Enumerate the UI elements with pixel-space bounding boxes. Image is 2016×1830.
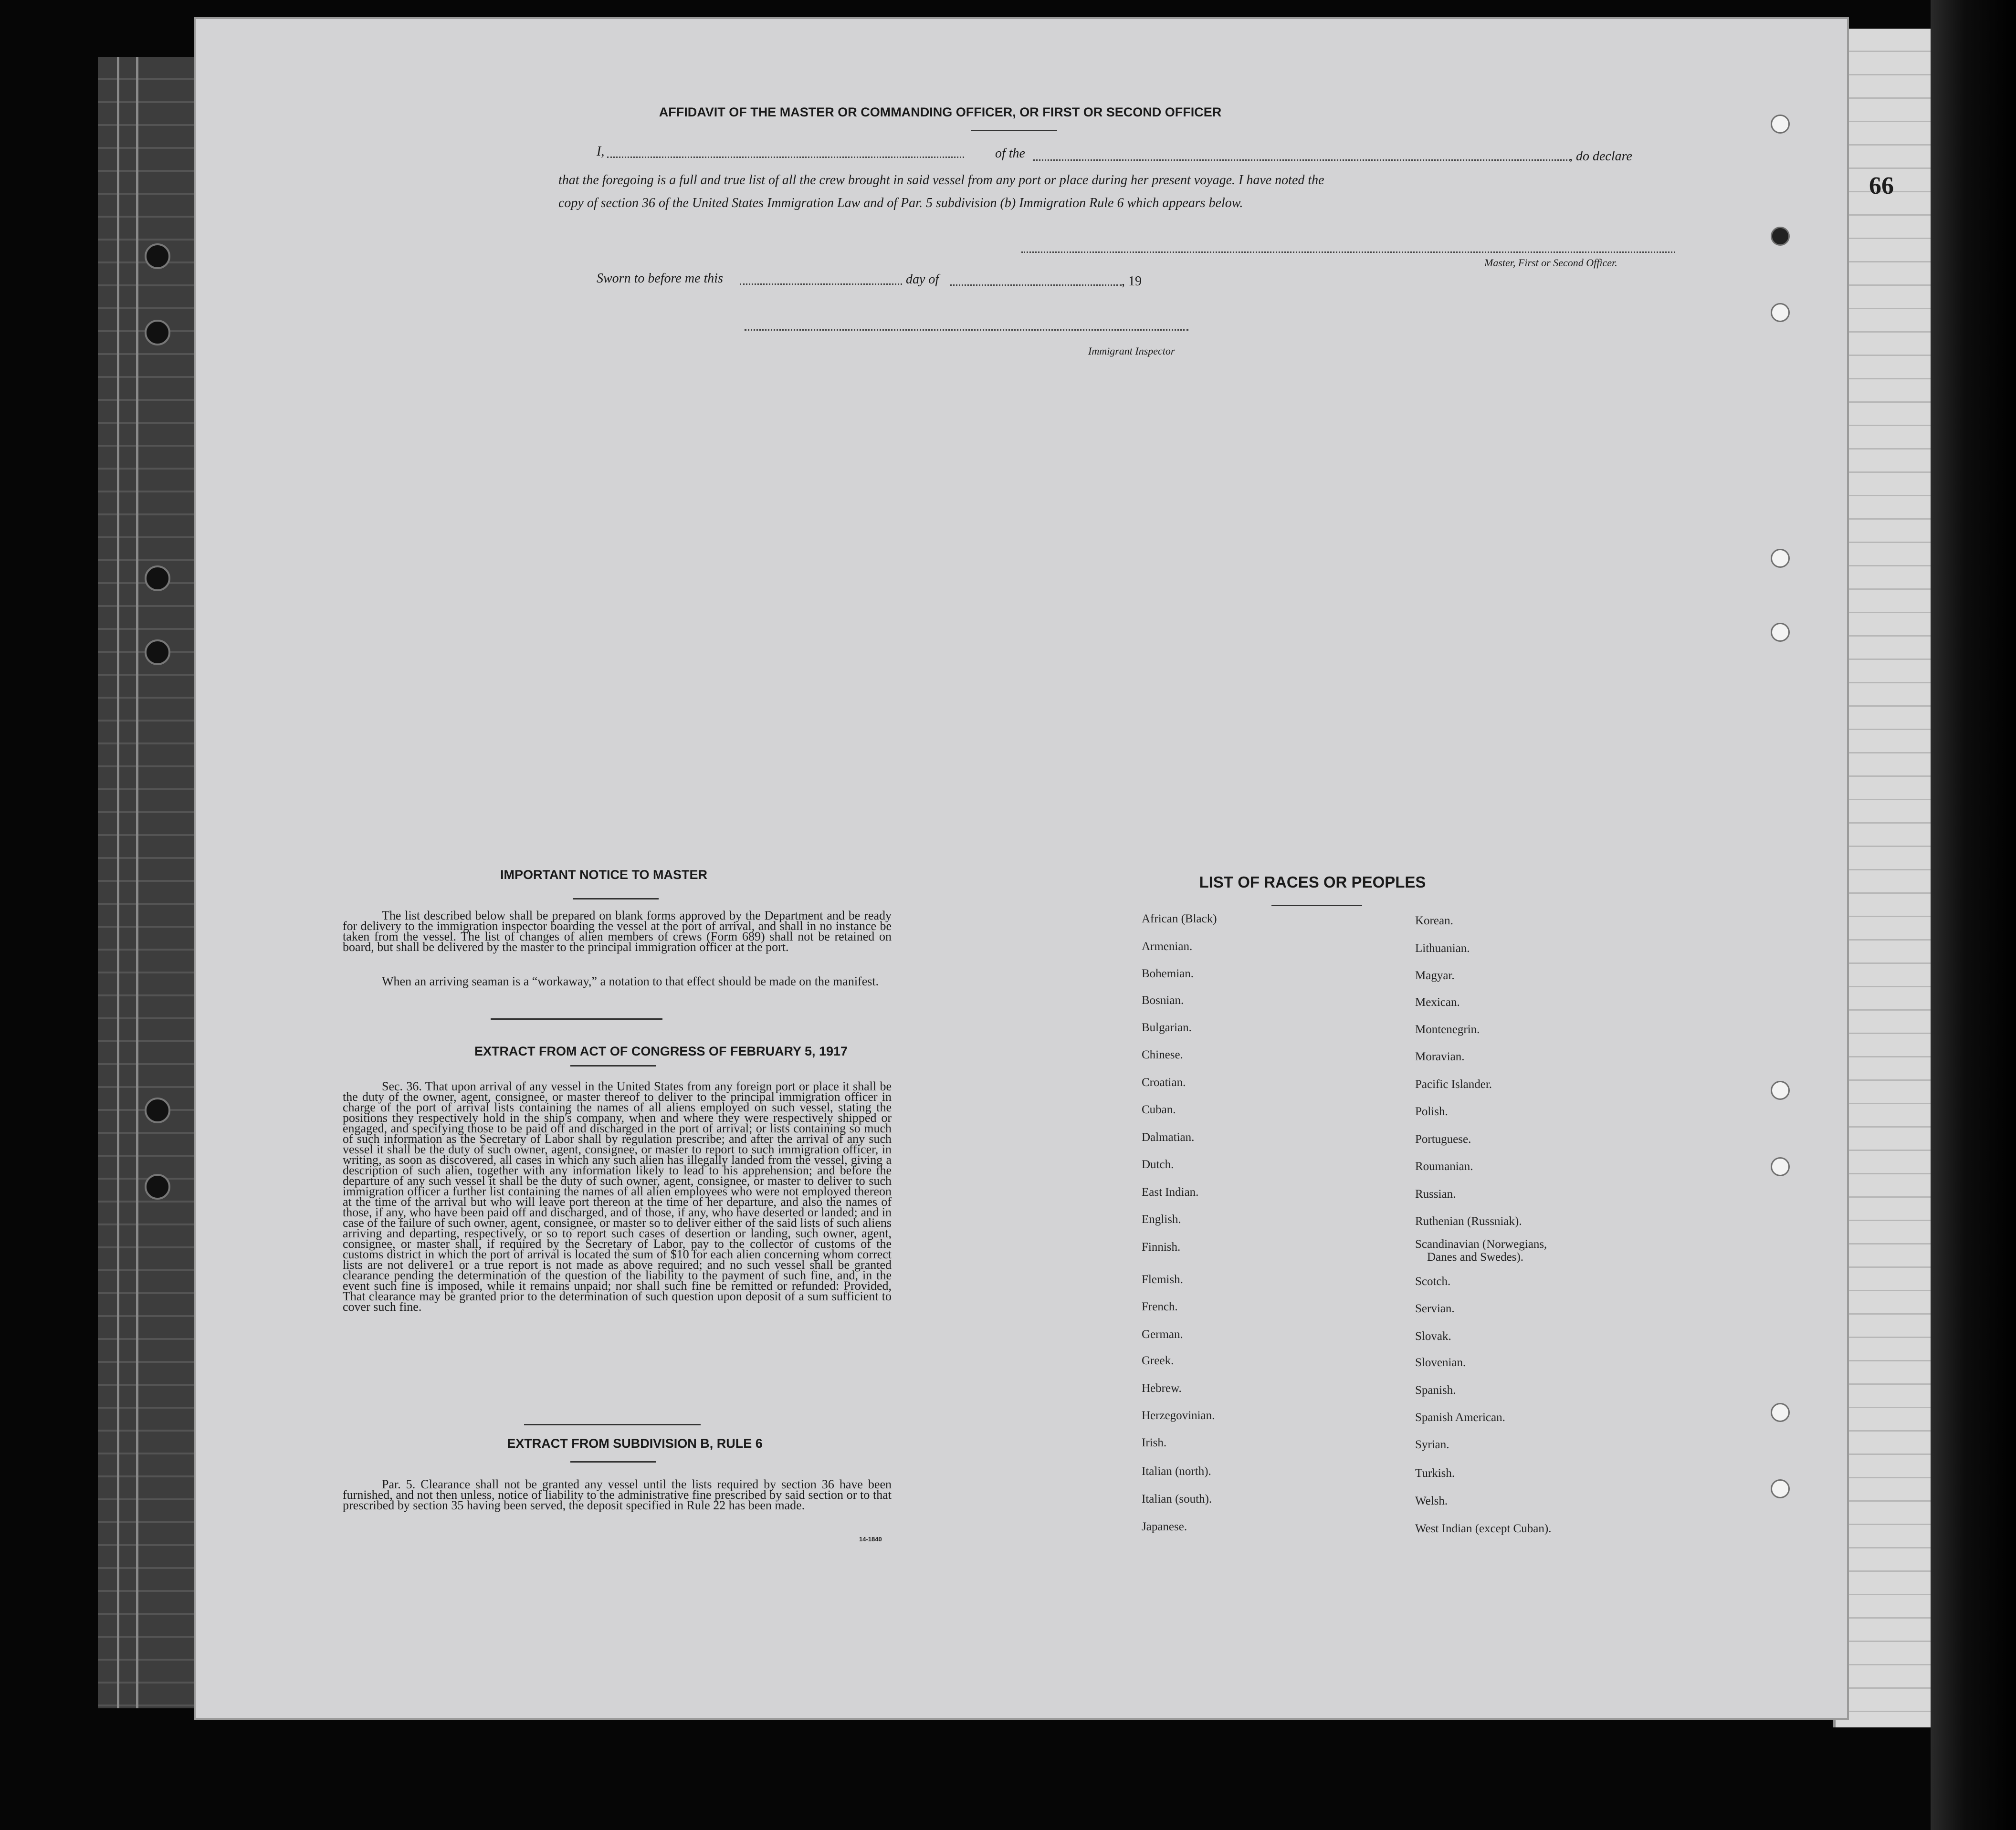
race-item: Chinese. [1142, 1048, 1183, 1061]
inspector-caption: Immigrant Inspector [1088, 345, 1175, 357]
rule-rule [570, 1461, 656, 1463]
race-item: Magyar. [1415, 969, 1455, 982]
race-item: West Indian (except Cuban). [1415, 1522, 1552, 1535]
binder-strip [98, 57, 201, 1708]
race-item: Moravian. [1415, 1050, 1465, 1063]
notice-title: IMPORTANT NOTICE TO MASTER [500, 868, 707, 882]
race-item: Greek. [1142, 1354, 1174, 1367]
race-item: Russian. [1415, 1188, 1456, 1201]
sworn-label: Sworn to before me this [597, 271, 723, 286]
sworn-day-blank [740, 283, 902, 285]
notice-rule [573, 898, 659, 899]
vessel-blank [1033, 159, 1570, 161]
underlying-page [1833, 29, 1933, 1727]
name-blank [607, 157, 964, 158]
race-item: Ruthenian (Russniak). [1415, 1215, 1522, 1228]
day-of-label: day of [906, 272, 939, 287]
signature-blank [1021, 251, 1675, 253]
punch-hole [1771, 1479, 1790, 1498]
binder-hole [145, 1098, 170, 1123]
race-item: Finnish. [1142, 1241, 1181, 1254]
affidavit-title: AFFIDAVIT OF THE MASTER OR COMMANDING OFFICER, OR FIRST OR SECOND OFFICER [659, 105, 1222, 119]
race-item: Bosnian. [1142, 994, 1184, 1007]
race-item: Scandinavian (Norwegians, [1415, 1238, 1547, 1251]
race-item: Servian. [1415, 1302, 1455, 1315]
affidavit-i-label: I, [597, 144, 605, 159]
binder-hole [145, 320, 170, 345]
race-item: German. [1142, 1328, 1183, 1341]
notice-divider [491, 1018, 662, 1020]
act-rule [570, 1065, 656, 1067]
race-item: Mexican. [1415, 996, 1460, 1009]
race-item: Welsh. [1415, 1495, 1448, 1507]
race-item: Armenian. [1142, 940, 1193, 953]
form-code: 14-1840 [859, 1536, 882, 1543]
title-rule [971, 130, 1057, 131]
race-item: Scotch. [1415, 1275, 1451, 1288]
race-item: African (Black) [1142, 912, 1217, 925]
affidavit-line-2: that the foregoing is a full and true list of all the crew brought in said vessel from any port or place during her present voyage. I have noted the [558, 173, 1324, 188]
punch-hole [1771, 1403, 1790, 1422]
race-item: Danes and Swedes). [1427, 1251, 1524, 1264]
race-item: Lithuanian. [1415, 942, 1470, 955]
race-item: Bohemian. [1142, 967, 1194, 980]
race-item: Turkish. [1415, 1467, 1455, 1480]
race-item: Japanese. [1142, 1520, 1187, 1533]
punch-hole [1771, 1157, 1790, 1176]
page-number: 66 [1869, 172, 1894, 199]
rule-title: EXTRACT FROM SUBDIVISION B, RULE 6 [507, 1436, 763, 1451]
right-edge [1931, 0, 2016, 1830]
race-item: Italian (south). [1142, 1493, 1212, 1506]
rule-par-5-text: Par. 5. Clearance shall not be granted any vessel until the lists required by section 36 have been furnished, and not then unless, notice of liability to the administrative fine prescribed by said section or to that prescribed by section 35 having been served, the deposit specified in Rule 22 has been made. [343, 1477, 892, 1512]
race-item: Portuguese. [1415, 1133, 1471, 1146]
race-item: Bulgarian. [1142, 1021, 1192, 1034]
race-item: Flemish. [1142, 1273, 1183, 1286]
race-item: Slovenian. [1415, 1356, 1466, 1369]
binder-hole [145, 1174, 170, 1200]
race-item: Dalmatian. [1142, 1131, 1195, 1144]
affidavit-declare-label: , do declare [1569, 149, 1632, 164]
affidavit-line-3: copy of section 36 of the United States Immigration Law and of Par. 5 subdivision (b) Immigration Rule 6 which appears below. [558, 196, 1243, 210]
race-item: Dutch. [1142, 1158, 1174, 1171]
race-item: Spanish American. [1415, 1411, 1505, 1424]
race-item: Polish. [1415, 1105, 1448, 1118]
race-item: Syrian. [1415, 1438, 1449, 1451]
year-label: , 19 [1122, 274, 1142, 289]
race-item: Irish. [1142, 1436, 1167, 1449]
race-item: Pacific Islander. [1415, 1078, 1492, 1091]
races-title: LIST OF RACES OR PEOPLES [1199, 873, 1426, 891]
affidavit-of-the-label: of the [995, 146, 1025, 161]
punch-hole [1771, 1081, 1790, 1100]
document-page [196, 19, 1847, 1718]
race-item: Hebrew. [1142, 1382, 1182, 1395]
punch-hole [1771, 549, 1790, 568]
race-item: East Indian. [1142, 1186, 1199, 1199]
act-divider [524, 1424, 701, 1425]
punch-hole [1771, 227, 1790, 246]
race-item: Croatian. [1142, 1076, 1186, 1089]
punch-hole [1771, 115, 1790, 134]
race-item: Roumanian. [1415, 1160, 1473, 1173]
notice-paragraph-1: The list described below shall be prepared on blank forms approved by the Department and be ready for delivery to the immigration inspector boarding the vessel at the port of arrival, and shall in no instance be taken from the vessel. The list of changes of alien members of crews (Form 689) shall not be retained on board, but shall be delivered by the master to the principal immigration officer at the port. [343, 909, 892, 954]
race-item: Montenegrin. [1415, 1023, 1480, 1036]
race-item: Korean. [1415, 914, 1453, 927]
race-item: Cuban. [1142, 1103, 1176, 1116]
race-item: Spanish. [1415, 1384, 1456, 1397]
race-item: Italian (north). [1142, 1465, 1211, 1478]
punch-hole [1771, 303, 1790, 322]
binder-hole [145, 565, 170, 591]
binder-hole [145, 639, 170, 665]
act-title: EXTRACT FROM ACT OF CONGRESS OF FEBRUARY 5, 1917 [474, 1044, 848, 1058]
race-item: Herzegovinian. [1142, 1409, 1215, 1422]
race-item: Slovak. [1415, 1330, 1451, 1343]
races-rule [1271, 905, 1362, 906]
race-item: French. [1142, 1300, 1178, 1313]
punch-hole [1771, 623, 1790, 642]
signature-caption: Master, First or Second Officer. [1484, 257, 1617, 269]
inspector-blank [745, 329, 1188, 331]
race-item: English. [1142, 1213, 1181, 1226]
binder-hole [145, 243, 170, 269]
sworn-month-blank [950, 284, 1122, 286]
notice-paragraph-2: When an arriving seaman is a “workaway,” a notation to that effect should be made on the manifest. [382, 974, 879, 988]
act-section-36-text: Sec. 36. That upon arrival of any vessel in the United States from any foreign port or place it shall be the duty of the owner, agent, consignee, or master thereof to deliver to the principal immigration officer in charge of the port of arrival lists containing the names of all aliens employed on such vessel, stating the positions they respectively hold in the ship's company, when and where they were respectively shipped or engaged, and specifying those to be paid off and discharged in the port of arrival; or lists containing so much of such information as the Secretary of Labor shall by regulation prescribe; and after the arrival of any such vessel it shall be the duty of such owner, agent, consignee, or master to report to such immigration officer, in writing, as soon as discovered, all cases in which any such alien has illegally landed from the vessel, giving a description of such alien, together with any information likely to lead to his apprehension; and before the departure of any such vessel it shall be the duty of such owner, agent, consignee, or master to deliver to such immigration officer a further list containing the names of all alien employees who were not employed thereon at the time of the arrival but who will leave port thereon at the time of her departure, and also the names of those, if any, who have been paid off and discharged, and of those, if any, who have deserted or landed; and in case of the failure of such owner, agent, consignee, or master so to deliver either of the said lists of such aliens arriving and departing, respectively, or so to report such cases of desertion or landing, such owner, agent, consignee, or master shall, if required by the Secretary of Labor, pay to the collector of customs of the customs district in which the port of arrival is located the sum of $10 for each alien concerning whom correct lists are not delivere1 or a true report is not made as above required; and no such vessel shall be granted clearance pending the determination of the question of the liability to the payment of such fine, and, in the event such fine is imposed, while it remains unpaid; nor shall such fine be remitted or refunded: Provided, That clearance may be granted prior to the determination of such question upon deposit of a sum sufficient to cover such fine. [343, 1079, 892, 1314]
